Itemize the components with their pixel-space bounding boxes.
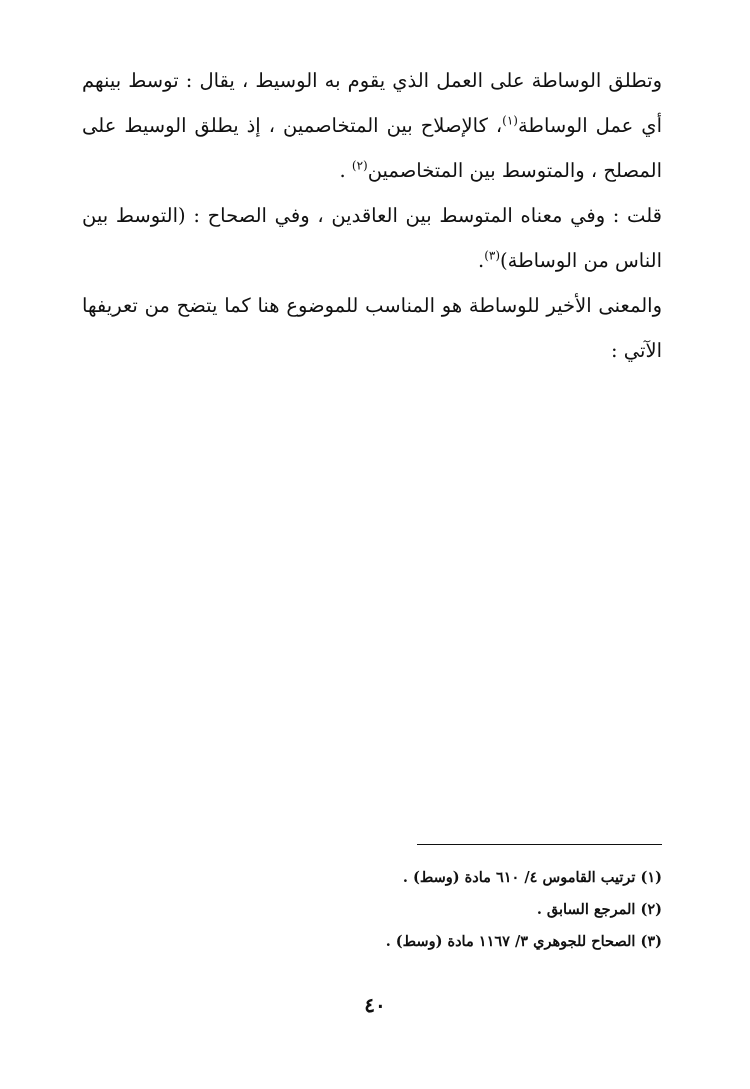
paragraph-2-text-b: . (477, 249, 485, 272)
paragraph-3: والمعنى الأخير للوساطة هو المناسب للموضوع هنا كما يتضح من تعريفها الآتي : (82, 294, 662, 362)
footnote-divider (417, 844, 662, 845)
page-number: ٤٠ (364, 993, 386, 1017)
paragraph-2 (82, 193, 662, 283)
paragraph-1-text-a: وتطلق الوساطة على العمل الذي يقوم به الوسيط ، يقال : توسط بينهم أي عمل الوساطة (82, 69, 662, 137)
footnote-ref-1: (١) (502, 113, 518, 128)
main-text (82, 58, 662, 373)
footnote-2: (٢) المرجع السابق . (536, 901, 662, 918)
footnote-3: (٣) الصحاح للجوهري ٣/ ١١٦٧ مادة (وسط) . (385, 933, 662, 950)
footnote-ref-2: (٢) (351, 158, 368, 173)
footnote-1: (١) ترتيب القاموس ٤/ ٦١٠ مادة (وسط) . (402, 869, 662, 886)
footnotes (82, 862, 662, 958)
paragraph-1-text-c: . (339, 159, 352, 182)
paragraph-2-text-a: قلت : وفي معناه المتوسط بين العاقدين ، وفي الصحاح : (التوسط بين الناس من الوساطة) (82, 204, 662, 272)
footnote-ref-3: (٣) (484, 248, 501, 263)
paragraph-1-text-b: ، كالإصلاح بين المتخاصمين ، إذ يطلق الوسيط على المصلح ، والمتوسط بين المتخاصمين (82, 114, 662, 182)
paragraph-1 (82, 58, 662, 193)
